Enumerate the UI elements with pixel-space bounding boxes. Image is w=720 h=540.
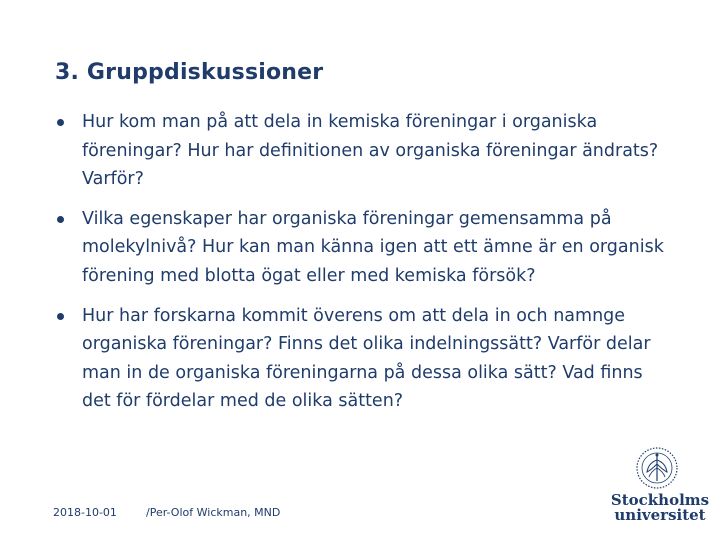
bullet-dot-icon	[57, 216, 64, 223]
bullet-item	[55, 108, 675, 194]
university-seal-icon	[635, 446, 679, 490]
university-logo	[610, 446, 710, 526]
bullet-list	[55, 108, 675, 427]
logo-text-line1: Stockholms	[610, 491, 710, 509]
logo-text-line2: universitet	[614, 506, 706, 524]
bullet-text: Vilka egenskaper har organiska föreningar gemensamma på molekylnivå? Hur kan man känna igen att ett ämne är en organisk förening med blotta ögat eller med kemiska försök?	[82, 208, 664, 286]
bullet-text: Hur har forskarna kommit överens om att dela in och namnge organiska föreningar? Finns det olika indelningssätt? Varför delar man in de organiska föreningarna på dessa olika sätt? Vad finns det för fördelar med de olika sätten?	[82, 305, 651, 412]
footer-date: 2018-10-01	[53, 506, 117, 519]
bullet-text: Hur kom man på att dela in kemiska föreningar i organiska föreningar? Hur har definitionen av organiska föreningar ändrats? Varför?	[82, 112, 659, 190]
bullet-dot-icon	[57, 313, 64, 320]
slide-title: 3. Gruppdiskussioner	[55, 60, 324, 85]
footer-author: /Per-Olof Wickman, MND	[146, 506, 281, 519]
bullet-item	[55, 302, 675, 416]
bullet-dot-icon	[57, 119, 64, 126]
bullet-item	[55, 205, 675, 291]
